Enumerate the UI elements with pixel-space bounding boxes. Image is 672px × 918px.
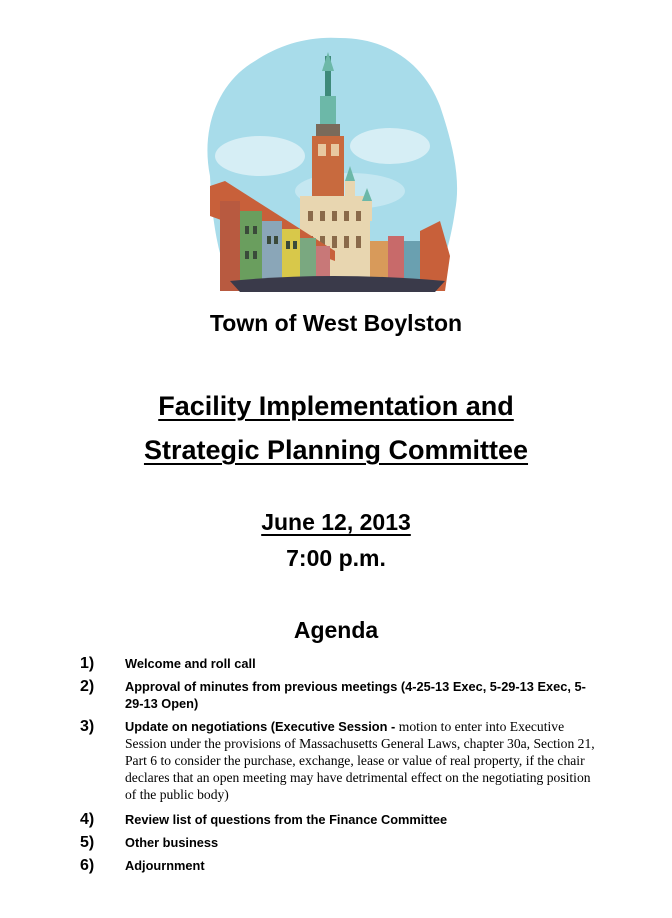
agenda-item-text: Other business [125, 835, 219, 850]
committee-title-line-1: Facility Implementation and [158, 391, 514, 421]
meeting-date: June 12, 2013 [261, 509, 411, 535]
town-hall-illustration [200, 26, 462, 292]
agenda-item-text-detail: motion to enter into Executive Session under the provisions of Massachusetts General Laws, chapter 30a, Section 21, Part 6 to consider the purchase, exchange, lease or value of real property, if the chair declares that an open meeting may have detrimental effect on the negotiating position of the public body) [125, 719, 595, 802]
agenda-item-text: Adjournment [125, 858, 205, 873]
committee-title-line-2: Strategic Planning Committee [143, 435, 529, 465]
agenda-item-text [125, 718, 595, 803]
agenda-item-number: 2) [80, 678, 95, 695]
agenda-item-text: Welcome and roll call [125, 656, 256, 671]
agenda-item-number: 5) [80, 834, 95, 851]
agenda-item-text-bold: Update on negotiations (Executive Session - [125, 719, 399, 734]
agenda-item-number: 1) [80, 655, 95, 672]
town-name: Town of West Boylston [209, 310, 463, 336]
agenda-heading: Agenda [293, 617, 379, 643]
agenda-item-text: Approval of minutes from previous meetings (4-25-13 Exec, 5-29-13 Exec, 5-29-13 Open) [125, 679, 586, 711]
meeting-time: 7:00 p.m. [286, 545, 386, 571]
agenda-item-number: 3) [80, 718, 95, 735]
agenda-item-number: 4) [80, 811, 95, 828]
agenda-item-number: 6) [80, 857, 95, 874]
agenda-item-text: Review list of questions from the Finance Committee [125, 812, 448, 827]
